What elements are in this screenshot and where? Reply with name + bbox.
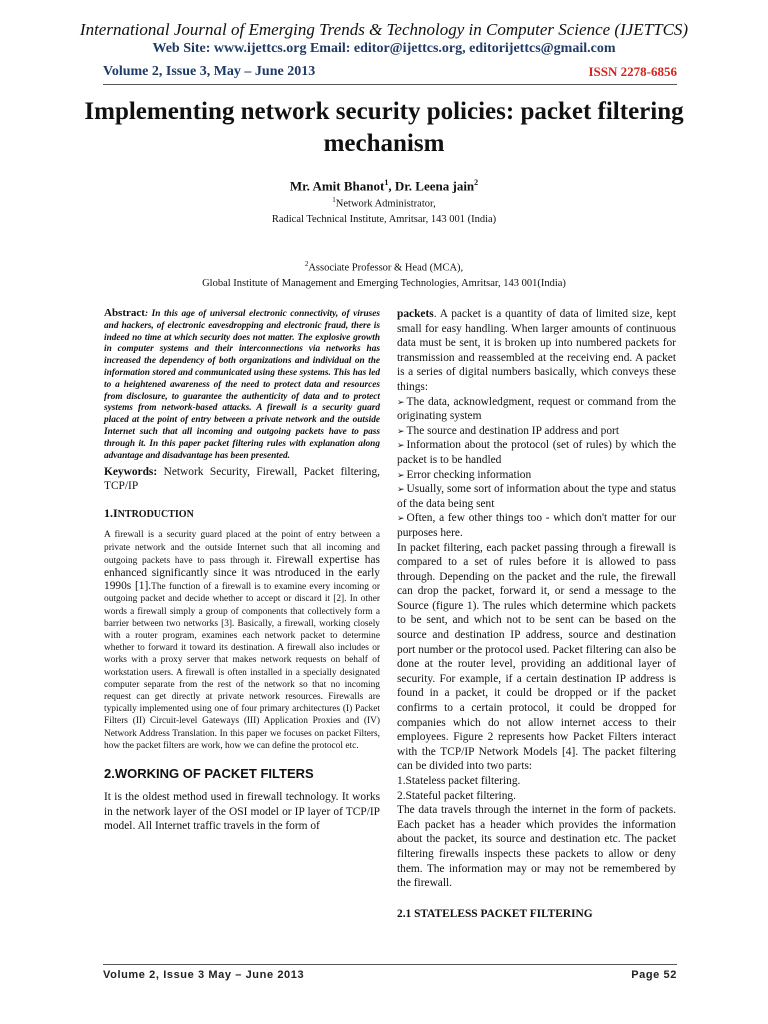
affil-number: 2 [304,260,309,268]
volume-info: Volume 2, Issue 3, May – June 2013 [103,64,316,79]
volume-row [103,64,677,82]
packets-term: packets [397,308,434,320]
list-item [397,438,676,467]
affiliation [0,193,768,227]
affil-role: Network Administrator, [335,198,436,210]
affil-institution: Global Institute of Management and Emerging Technologies, Amritsar, 143 001(India) [202,277,566,289]
list-item-text: The source and destination IP address and port [406,424,620,437]
numbered-item [397,774,676,789]
journal-header [0,20,768,57]
list-item-text: Often, a few other things too - which don't matter for our purposes here. [397,512,676,539]
list-item [397,468,676,483]
keywords [104,465,380,493]
right-column [397,307,676,921]
subsection-heading-stateless: 2.1 STATELESS PACKET FILTERING [397,907,593,920]
item-text: Stateful packet filtering. [405,789,516,802]
affiliation [0,257,768,291]
affil-number: 1 [332,196,336,204]
packet-filtering-paragraph: In packet filtering, each packet passing through a firewall is compared to a set of rules before it is allowed to pass through. Depending on the packet and the rule, the firewall can drop the packet, forward it, or send a message to the Source (figure 1). The rules which determine which packets to be sent, and which not to be sent can be based on the source and destination IP address, source and destination port number or the protocol used. Packet filtering can also be done at the router level, providing an additional layer of security. For example, if a certain destination IP address is found in a packet, it could be dropped or if the packet confirms to a certain protocol, it could be dropped for companies which do not allow internet access to their employees. Figure 2 represents how Packet Filters interact with the TCP/IP Network Models [4]. The packet filtering can be divided into two parts: [397,541,676,773]
intro-text-large: irewall expertise has enhanced significantly since it was ntroduced in the early 1990s [1]. [104,553,380,593]
packets-paragraph [397,307,676,395]
page-number: Page 52 [631,969,677,981]
numbered-item [397,789,676,804]
author-name: Mr. Amit Bhanot [289,178,385,194]
list-item [397,511,676,540]
keywords-text: Network Security, Firewall, Packet filtering, TCP/IP [104,466,380,493]
list-item-text: Usually, some sort of information about the type and status of the data being sent [397,483,676,510]
author-affil-ref: 2 [474,178,479,187]
left-column [104,308,380,834]
packets-text: . A packet is a quantity of data of limited size, kept small for easy handling. When larger amounts of continuous data must be sent, it is broken up into numbered packets for transmission and reassembled at the receiving end. A packet is a series of digital numbers basically, which conveys these things: [397,308,676,393]
list-item [397,424,676,439]
item-number: 2. [397,789,406,802]
packet-header-paragraph: The data travels through the internet in the form of packets. Each packet has a header which provides the information about the packet, its source and destination etc. The packet filtering firewalls inspects these packets to allow or deny them. The information may or may not be remembered by the firewall. [397,804,676,890]
item-text: Stateless packet filtering. [405,775,521,787]
abstract-label: Abstract [104,307,145,319]
intro-paragraph [104,529,380,752]
journal-name: International Journal of Emerging Trends & Technology in Computer Science (IJETTCS) [79,20,689,39]
footer-rule [103,964,677,965]
intro-text: A firewall is a security guard placed at the point of entry between a private network and the outside Internet such that all incoming and outgoing packets have to pass through it. F [104,530,380,566]
page-footer [103,969,677,985]
abstract-text: : In this age of universal electronic connectivity, of viruses and hackers, of electronic eavesdropping and electronic fraud, there is indeed no time at which security does not matter. The explosive growth in computer systems and their interconnections via networks has increased the dependency of both organizations and individual on the information stored and communicated using these systems. This has led to a heightened awareness of the need to protect data and resources from disclosure, to guarantee the authenticity of data and to protect systems from network-based attacks. A firewall is a security guard placed at the point of entry between a private network and the outside Internet such that all incoming and outgoing packets have to pass through it. In this paper packet filtering rules with explanation along advantage and disadvantage has been presented. [104,309,380,461]
abstract [104,308,380,462]
list-item-text: The data, acknowledgment, request or command from the originating system [397,395,676,423]
author-affil-ref: 1 [384,178,389,187]
list-item [397,482,676,511]
paper-authors [0,178,768,194]
list-item-text: Information about the protocol (set of rules) by which the packet is to be handled [397,439,676,466]
list-item-text: Error checking information [406,468,532,481]
arrow-bullet-icon: ➢ [397,513,405,524]
item-number: 1. [397,775,406,787]
header-rule [103,84,677,85]
arrow-bullet-icon: ➢ [397,396,405,407]
author-name: Dr. Leena jain [394,178,475,194]
section-title: NTRODUCTION [117,509,194,521]
paper-title: Implementing network security policies: packet filtering mechanism [84,98,684,157]
arrow-bullet-icon: ➢ [397,469,405,480]
keywords-label: Keywords: [104,466,158,479]
section-number: 1.I [104,506,118,521]
arrow-bullet-icon: ➢ [397,484,405,495]
issn: ISSN 2278-6856 [588,64,677,79]
intro-text: The function of a firewall is to examine every incoming or outgoing packet and decide whether to accept or discard it [2]. In other words a firewall simply a group of components that collectively form a barrier between two networks [3]. Basically, a firewall, working closely with a router program, examines each network packet to determine whether to forward it toward its destination. A firewall also includes or works with a proxy server that makes network requests on behalf of workstation users. A firewall is often installed in a specially designated computer separate from the rest of the network so that no incoming request can get directly at private network resources. Firewalls are typically implemented using one of four primary architectures (I) Packet Filters (II) Circuit-level Gateways (III) Application Proxies and (IV) Network Address Translation. In this paper we focuses on packet Filters, how the packet filters are work, how we can define the protocol etc. [104,582,380,751]
section2-paragraph: It is the oldest method used in firewall technology. It works in the network layer of the OSI model or IP layer of TCP/IP model. All Internet traffic travels in the form of [104,791,380,833]
journal-website: Web Site: www.ijettcs.org Email: editor@ijettcs.org, editorijettcs@gmail.com [152,41,616,56]
affil-institution: Radical Technical Institute, Amritsar, 143 001 (India) [271,213,497,225]
list-item [397,395,676,424]
footer-volume: Volume 2, Issue 3 May – June 2013 [103,969,305,981]
author-separator: , [388,178,395,194]
section-heading-packet-filters: 2.WORKING OF PACKET FILTERS [104,766,314,782]
arrow-bullet-icon: ➢ [397,425,405,436]
affil-role: Associate Professor & Head (MCA), [308,262,464,274]
arrow-bullet-icon: ➢ [397,440,405,451]
section-heading-introduction [104,507,380,521]
